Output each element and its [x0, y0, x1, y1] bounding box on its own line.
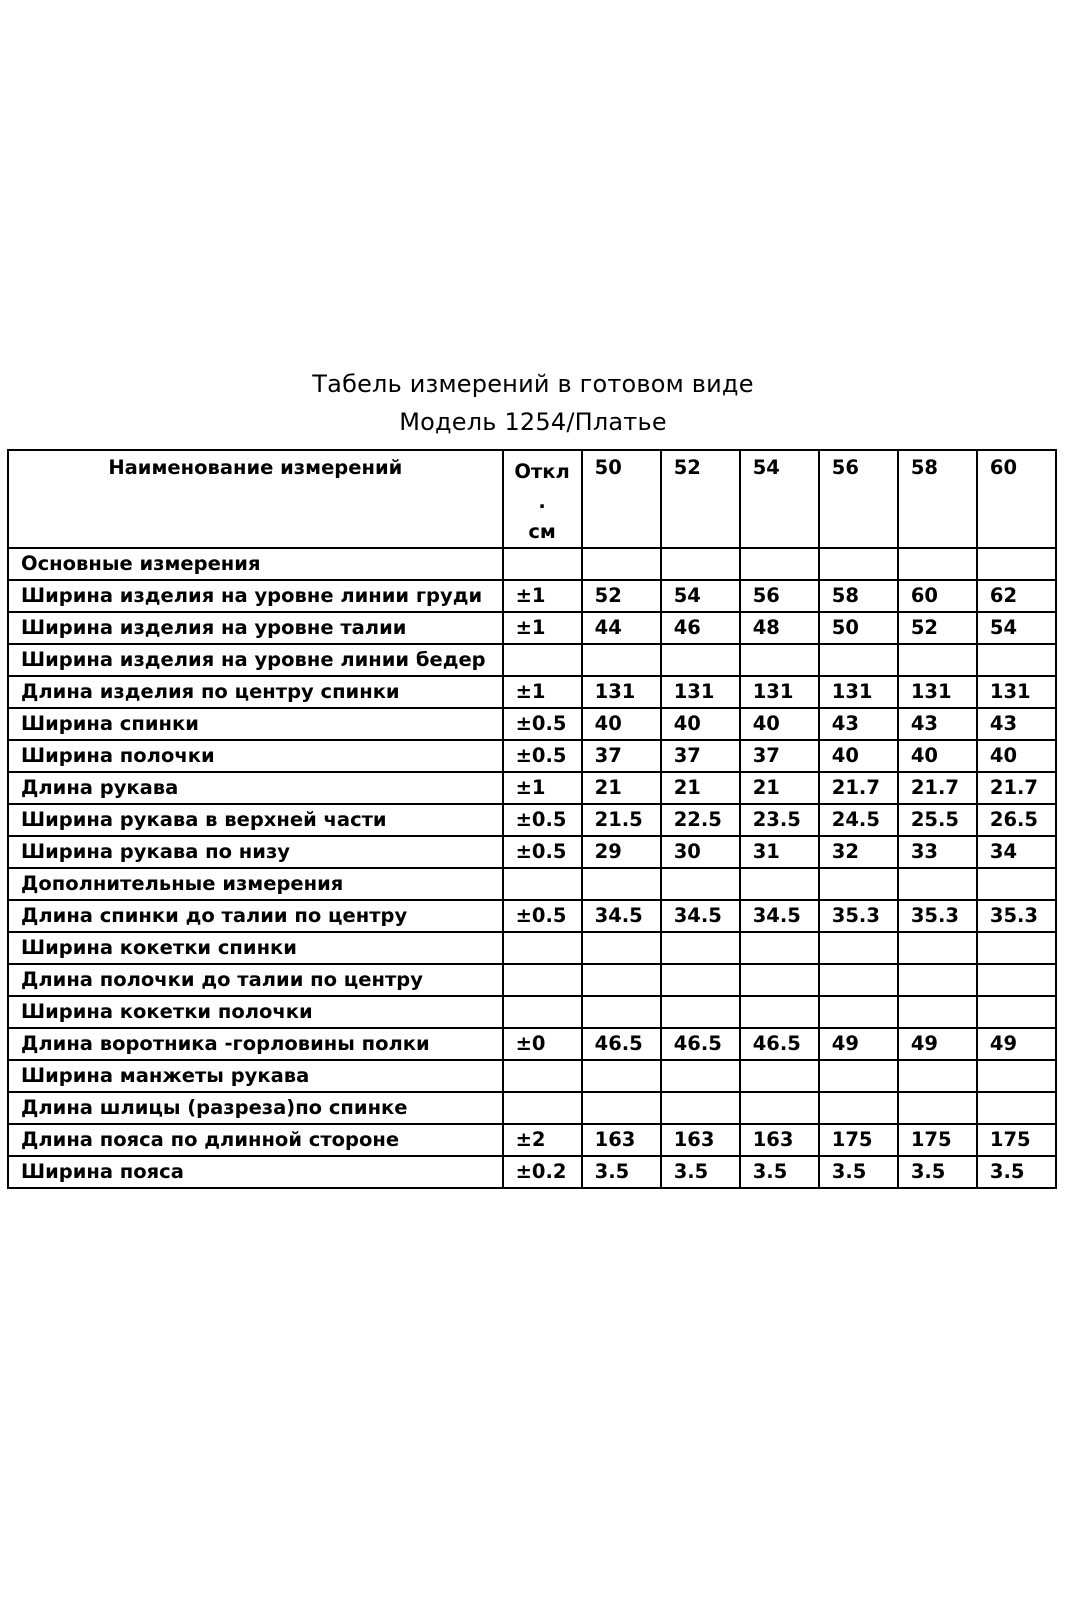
measurements-table: [7, 449, 1057, 1189]
size-value-cell: 21.7: [819, 772, 898, 804]
table-row: [8, 548, 1056, 580]
size-value-cell: 40: [977, 740, 1056, 772]
measurement-name-cell: Основные измерения: [8, 548, 503, 580]
tolerance-cell: [503, 1092, 582, 1124]
tolerance-cell: ±1: [503, 772, 582, 804]
size-value-cell: 21.5: [582, 804, 661, 836]
tolerance-cell: [503, 644, 582, 676]
table-row: [8, 1092, 1056, 1124]
size-value-cell: [582, 996, 661, 1028]
size-value-cell: 52: [582, 580, 661, 612]
tolerance-cell: ±0.5: [503, 900, 582, 932]
tolerance-cell: ±1: [503, 580, 582, 612]
table-row: [8, 1028, 1056, 1060]
size-value-cell: [661, 868, 740, 900]
size-value-cell: 54: [661, 580, 740, 612]
size-value-cell: 43: [898, 708, 977, 740]
size-value-cell: [977, 1092, 1056, 1124]
size-value-cell: 26.5: [977, 804, 1056, 836]
size-value-cell: [898, 1092, 977, 1124]
tolerance-cell: [503, 548, 582, 580]
size-value-cell: [740, 868, 819, 900]
size-value-cell: 3.5: [977, 1156, 1056, 1188]
table-row: [8, 964, 1056, 996]
size-value-cell: [977, 932, 1056, 964]
size-value-cell: [582, 644, 661, 676]
size-value-cell: 62: [977, 580, 1056, 612]
tolerance-cell: [503, 868, 582, 900]
size-value-cell: [740, 964, 819, 996]
size-value-cell: 52: [898, 612, 977, 644]
size-value-cell: 46.5: [582, 1028, 661, 1060]
table-row: [8, 580, 1056, 612]
tolerance-cell: [503, 964, 582, 996]
table-row: [8, 868, 1056, 900]
size-value-cell: 131: [582, 676, 661, 708]
size-value-cell: [740, 1092, 819, 1124]
measurement-name-cell: Длина изделия по центру спинки: [8, 676, 503, 708]
size-value-cell: 40: [740, 708, 819, 740]
size-value-cell: [898, 548, 977, 580]
table-row: [8, 1124, 1056, 1156]
size-value-cell: [582, 964, 661, 996]
size-value-cell: 49: [898, 1028, 977, 1060]
size-value-cell: [898, 868, 977, 900]
header-tolerance-line: .: [538, 490, 546, 513]
size-value-cell: 25.5: [898, 804, 977, 836]
size-value-cell: [819, 932, 898, 964]
tolerance-cell: [503, 996, 582, 1028]
size-value-cell: 131: [977, 676, 1056, 708]
tolerance-cell: [503, 932, 582, 964]
document-subtitle: Модель 1254/Платье: [399, 408, 667, 436]
measurement-name-cell: Ширина кокетки спинки: [8, 932, 503, 964]
size-value-cell: 131: [661, 676, 740, 708]
size-value-cell: 35.3: [819, 900, 898, 932]
size-value-cell: [661, 548, 740, 580]
size-value-cell: 56: [740, 580, 819, 612]
size-value-cell: [740, 548, 819, 580]
size-value-cell: [582, 1060, 661, 1092]
table-header-row: [8, 450, 1056, 548]
size-value-cell: 163: [582, 1124, 661, 1156]
size-value-cell: [582, 932, 661, 964]
size-value-cell: 43: [819, 708, 898, 740]
size-value-cell: 29: [582, 836, 661, 868]
measurement-name-cell: Ширина рукава по низу: [8, 836, 503, 868]
size-value-cell: 175: [819, 1124, 898, 1156]
size-value-cell: 32: [819, 836, 898, 868]
size-value-cell: [661, 932, 740, 964]
measurement-name-cell: Длина рукава: [8, 772, 503, 804]
table-row: [8, 1060, 1056, 1092]
size-value-cell: 21.7: [898, 772, 977, 804]
size-value-cell: 21: [582, 772, 661, 804]
size-value-cell: 40: [582, 708, 661, 740]
size-value-cell: [977, 548, 1056, 580]
table-row: [8, 804, 1056, 836]
table-body: [8, 548, 1056, 1188]
table-row: [8, 708, 1056, 740]
size-value-cell: 31: [740, 836, 819, 868]
size-value-cell: 163: [740, 1124, 819, 1156]
size-value-cell: 21.7: [977, 772, 1056, 804]
size-value-cell: 3.5: [582, 1156, 661, 1188]
size-value-cell: 175: [898, 1124, 977, 1156]
size-value-cell: [740, 996, 819, 1028]
tolerance-cell: ±0: [503, 1028, 582, 1060]
size-value-cell: 34: [977, 836, 1056, 868]
size-value-cell: 54: [977, 612, 1056, 644]
measurement-name-cell: Ширина спинки: [8, 708, 503, 740]
measurement-name-cell: Дополнительные измерения: [8, 868, 503, 900]
size-value-cell: 34.5: [740, 900, 819, 932]
table-row: [8, 900, 1056, 932]
size-value-cell: 131: [898, 676, 977, 708]
size-value-cell: [898, 996, 977, 1028]
size-value-cell: 131: [740, 676, 819, 708]
size-value-cell: 40: [898, 740, 977, 772]
size-value-cell: [661, 996, 740, 1028]
size-value-cell: 37: [582, 740, 661, 772]
size-value-cell: [977, 868, 1056, 900]
size-value-cell: [740, 1060, 819, 1092]
size-value-cell: [661, 1060, 740, 1092]
size-value-cell: 40: [661, 708, 740, 740]
header-size: 56: [819, 450, 898, 548]
size-value-cell: 175: [977, 1124, 1056, 1156]
measurement-name-cell: Ширина изделия на уровне талии: [8, 612, 503, 644]
measurement-name-cell: Длина полочки до талии по центру: [8, 964, 503, 996]
measurement-name-cell: Ширина изделия на уровне линии груди: [8, 580, 503, 612]
size-value-cell: 34.5: [661, 900, 740, 932]
measurement-name-cell: Ширина рукава в верхней части: [8, 804, 503, 836]
size-value-cell: [740, 644, 819, 676]
size-value-cell: 50: [819, 612, 898, 644]
size-value-cell: 40: [819, 740, 898, 772]
tolerance-cell: ±1: [503, 676, 582, 708]
measurement-name-cell: Ширина манжеты рукава: [8, 1060, 503, 1092]
size-value-cell: 3.5: [661, 1156, 740, 1188]
size-value-cell: 60: [898, 580, 977, 612]
measurement-name-cell: Ширина пояса: [8, 1156, 503, 1188]
size-value-cell: 37: [740, 740, 819, 772]
size-value-cell: 3.5: [819, 1156, 898, 1188]
header-size: 54: [740, 450, 819, 548]
size-value-cell: 37: [661, 740, 740, 772]
header-tolerance-line: см: [528, 520, 556, 543]
size-value-cell: 22.5: [661, 804, 740, 836]
size-value-cell: [819, 1060, 898, 1092]
tolerance-cell: ±0.5: [503, 836, 582, 868]
header-size: 58: [898, 450, 977, 548]
size-value-cell: [661, 644, 740, 676]
table-row: [8, 676, 1056, 708]
size-value-cell: 131: [819, 676, 898, 708]
size-value-cell: 24.5: [819, 804, 898, 836]
size-value-cell: 46: [661, 612, 740, 644]
size-value-cell: 49: [819, 1028, 898, 1060]
tolerance-cell: [503, 1060, 582, 1092]
size-value-cell: [661, 964, 740, 996]
size-value-cell: [898, 964, 977, 996]
size-value-cell: 58: [819, 580, 898, 612]
size-value-cell: [740, 932, 819, 964]
tolerance-cell: ±0.5: [503, 804, 582, 836]
size-value-cell: [819, 964, 898, 996]
size-value-cell: [898, 1060, 977, 1092]
measurement-name-cell: Ширина кокетки полочки: [8, 996, 503, 1028]
size-value-cell: 35.3: [977, 900, 1056, 932]
size-value-cell: 46.5: [740, 1028, 819, 1060]
document-title: Табель измерений в готовом виде: [312, 370, 754, 398]
size-value-cell: 163: [661, 1124, 740, 1156]
tolerance-cell: ±1: [503, 612, 582, 644]
size-value-cell: 21: [661, 772, 740, 804]
table-row: [8, 836, 1056, 868]
size-value-cell: 46.5: [661, 1028, 740, 1060]
size-value-cell: [898, 932, 977, 964]
size-value-cell: 35.3: [898, 900, 977, 932]
tolerance-cell: ±0.2: [503, 1156, 582, 1188]
header-measurement-name: Наименование измерений: [8, 450, 503, 548]
size-value-cell: [582, 868, 661, 900]
size-value-cell: [819, 996, 898, 1028]
size-value-cell: [819, 868, 898, 900]
size-value-cell: 34.5: [582, 900, 661, 932]
size-value-cell: [661, 1092, 740, 1124]
tolerance-cell: ±0.5: [503, 740, 582, 772]
measurement-name-cell: Ширина полочки: [8, 740, 503, 772]
measurement-name-cell: Длина пояса по длинной стороне: [8, 1124, 503, 1156]
size-value-cell: 23.5: [740, 804, 819, 836]
size-value-cell: [977, 1060, 1056, 1092]
table-row: [8, 932, 1056, 964]
tolerance-cell: ±0.5: [503, 708, 582, 740]
measurement-name-cell: Длина шлицы (разреза)по спинке: [8, 1092, 503, 1124]
table-row: [8, 996, 1056, 1028]
size-value-cell: 21: [740, 772, 819, 804]
header-size: 50: [582, 450, 661, 548]
header-size: 52: [661, 450, 740, 548]
table-row: [8, 1156, 1056, 1188]
measurement-name-cell: Длина спинки до талии по центру: [8, 900, 503, 932]
size-value-cell: 44: [582, 612, 661, 644]
table-row: [8, 644, 1056, 676]
table-row: [8, 740, 1056, 772]
measurement-name-cell: Длина воротника -горловины полки: [8, 1028, 503, 1060]
size-value-cell: 30: [661, 836, 740, 868]
table-row: [8, 612, 1056, 644]
size-value-cell: [582, 1092, 661, 1124]
size-value-cell: [977, 996, 1056, 1028]
size-value-cell: 48: [740, 612, 819, 644]
size-value-cell: [898, 644, 977, 676]
header-size: 60: [977, 450, 1056, 548]
tolerance-cell: ±2: [503, 1124, 582, 1156]
size-value-cell: [977, 964, 1056, 996]
measurement-name-cell: Ширина изделия на уровне линии бедер: [8, 644, 503, 676]
size-value-cell: [819, 644, 898, 676]
size-value-cell: [977, 644, 1056, 676]
table-row: [8, 772, 1056, 804]
size-value-cell: 3.5: [898, 1156, 977, 1188]
size-value-cell: 49: [977, 1028, 1056, 1060]
size-value-cell: 43: [977, 708, 1056, 740]
size-value-cell: 33: [898, 836, 977, 868]
size-value-cell: 3.5: [740, 1156, 819, 1188]
header-tolerance: [503, 450, 582, 548]
size-value-cell: [819, 1092, 898, 1124]
header-tolerance-line: Откл: [514, 460, 570, 483]
size-value-cell: [819, 548, 898, 580]
size-value-cell: [582, 548, 661, 580]
